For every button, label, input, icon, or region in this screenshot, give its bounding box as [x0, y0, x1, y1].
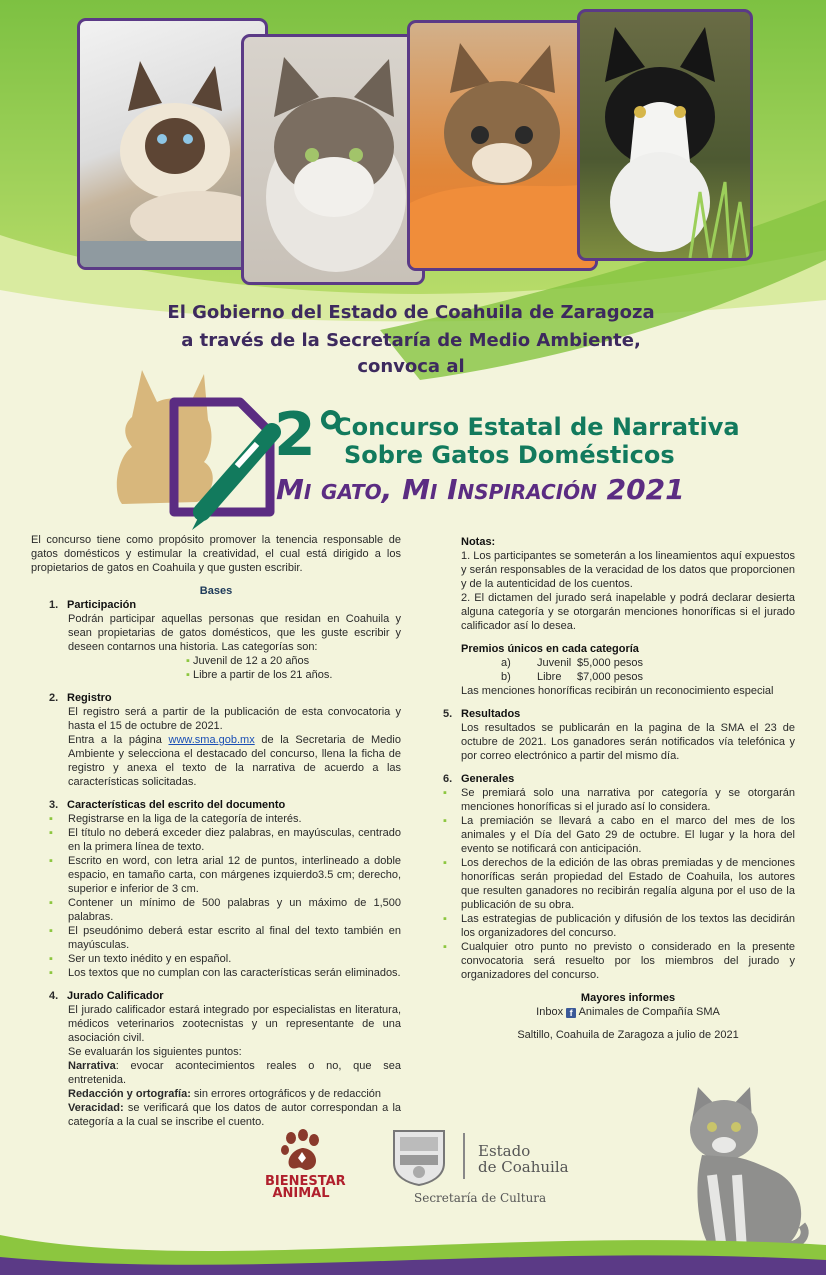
premio-row-juvenil: a) Juvenil $5,000 pesos: [501, 657, 644, 669]
bienestar-animal-logo-text: BIENESTAR ANIMAL: [265, 1174, 346, 1201]
category-libre: ▪ Libre a partir de los 21 años.: [186, 669, 333, 681]
right-column: [443, 535, 795, 1042]
jurado-eval-intro: Se evaluarán los siguientes puntos:: [68, 1046, 242, 1058]
estado-line-2: de Coahuila: [478, 1158, 569, 1176]
sma-website-link[interactable]: www.sma.gob.mx: [168, 734, 255, 746]
general-item: ▪ Las estrategias de publicación y difusión de los textos las decidirán los organizadores del concurso.: [443, 913, 795, 939]
section-resultados-heading: 5. Resultados: [443, 708, 521, 720]
section-jurado-heading: 4. Jurado Calificador: [49, 990, 164, 1002]
facebook-icon: f: [566, 1008, 576, 1018]
caracteristica-item: ▪ Los textos que no cumplan con las características serán eliminados.: [49, 967, 401, 979]
kitten-orange-blanket-photo: [407, 20, 598, 271]
title-line-2: Sobre Gatos Domésticos: [344, 441, 675, 469]
section-generales-heading: 6. Generales: [443, 773, 515, 785]
intro-line-1: El Gobierno del Estado de Coahuila de Zaragoza: [167, 302, 655, 323]
informes-title: Mayores informes: [580, 992, 676, 1004]
general-item: ▪ La premiación se llevará a cabo en el marco del mes de los animales y el Día del Gato 29 de octubre. El lugar y la hora del evento se notificará con anticipación.: [443, 815, 795, 855]
general-item: ▪ Se premiará solo una narrativa por categoría y se otorgarán menciones honoríficas si el jurado así lo considera.: [443, 787, 795, 813]
registro-text-1: El registro será a partir de la publicación de esta convocatoria y hasta el 15 de octubre de 2021.: [68, 706, 401, 732]
slogan: Mi gato, Mi Inspiración 2021: [276, 473, 685, 506]
intro-line-3: convoca al: [357, 356, 465, 377]
siamese-cat-photo: [77, 18, 268, 270]
paw-logo: [277, 1128, 327, 1178]
caracteristica-item: ▪ Ser un texto inédito y en español.: [49, 953, 232, 965]
left-column: [31, 533, 401, 1129]
criterion-veracidad: Veracidad: se verificará que los datos de autor correspondan a la categoría a la cual se inscribe el cuento.: [68, 1102, 402, 1128]
caracteristica-item: ▪ Registrarse en la liga de la categoría de interés.: [49, 813, 302, 825]
notas-title: Notas:: [461, 536, 496, 548]
nota-1: 1. Los participantes se someterán a los lineamientos aquí expuestos y serán responsables de la veracidad de los datos que proporcionen y de la autenticidad de los cuentos.: [461, 550, 795, 590]
section-registro-heading: 2. Registro: [49, 692, 112, 704]
general-item: ▪ Cualquier otro punto no previsto o considerado en la presente convocatoria será resuelto por los miembros del jurado y organizadores del concurso.: [443, 941, 795, 981]
jurado-text: El jurado calificador estará integrado por especialistas en literatura, médicos veterinarios zootecnistas y un representante de una asociación civil.: [68, 1004, 401, 1044]
logo-divider: [463, 1133, 465, 1179]
resultados-text: Los resultados se publicarán en la pagina de la SMA el 23 de octubre de 2021. Los ganadores serán notificados vía telefónica y por correo electrónico a partir del mismo día.: [461, 722, 795, 762]
informes-contact: Inbox f Animales de Compañía SMA: [536, 1006, 720, 1018]
cat-writing-illustration: [112, 362, 282, 532]
general-item: ▪ Los derechos de la edición de las obras premiadas y de menciones honoríficas serán propiedad del Estado de Coahuila, los autores que resulten ganadores no recibirán regalía alguna por el uso de la publicación de su obra.: [443, 857, 795, 911]
intro-line-2: a través de la Secretaría de Medio Ambiente,: [181, 330, 641, 351]
caracteristica-item: ▪ Escrito en word, con letra arial 12 de puntos, interlineado a doble espacio, en tamaño carta, con márgenes izquierdo3.5 cm; derecho, superior e inferior de 3 cm.: [49, 855, 401, 895]
facebook-page-name: Animales de Compañía SMA: [578, 1006, 720, 1018]
criterion-redaccion: Redacción y ortografía: sin errores ortográficos y de redacción: [68, 1088, 382, 1100]
nota-2: 2. El dictamen del jurado será inapelable y podrá declarar desierta alguna categoría y se otorgarán menciones honoríficas si el jurado calificador así lo desea.: [461, 592, 795, 632]
participacion-text: Podrán participar aquellas personas que residan en Coahuila y sean propietarias de gatos domésticos, que les guste escribir y deseen contarnos una historia. Las categorías son:: [68, 613, 401, 653]
title-line-1: Concurso Estatal de Narrativa: [334, 413, 740, 441]
place-date: Saltillo, Coahuila de Zaragoza a julio de 2021: [517, 1029, 739, 1041]
caracteristica-item: ▪ El pseudónimo deberá estar escrito al final del texto también en mayúsculas.: [49, 925, 401, 951]
secretaria-cultura: Secretaría de Cultura: [414, 1191, 547, 1205]
bases-title: Bases: [199, 585, 233, 597]
black-white-cat-photo: [577, 9, 753, 261]
category-juvenil: ▪ Juvenil de 12 a 20 años: [186, 655, 310, 667]
caracteristica-item: ▪ Contener un mínimo de 500 palabras y un máximo de 1,500 palabras.: [49, 897, 401, 923]
caracteristica-item: ▪ El título no deberá exceder diez palabras, en mayúsculas, centrado en la primera línea de texto.: [49, 827, 401, 853]
criterion-narrativa: Narrativa: evocar acontecimientos reales o no, que sea entretenida.: [68, 1060, 401, 1086]
premios-title: Premios únicos en cada categoría: [461, 643, 639, 655]
coahuila-coat-of-arms: [388, 1127, 450, 1187]
registro-text-2: Entra a la página www.sma.gob.mx de la Secretaria de Medio Ambiente y selecciona el destacado del concurso, llena la ficha de registro y anexa el texto de la narrativa de acuerdo a las características solicitadas.: [68, 734, 401, 788]
intro-paragraph: El concurso tiene como propósito promover la tenencia responsable de gatos domésticos y estimular la creatividad, el cual está dirigido a los propietarios de gatos en Coahuila y que gusten escribir.: [31, 534, 401, 574]
footer-wave: [0, 1205, 826, 1275]
tabby-white-cat-photo: [241, 34, 425, 285]
premio-row-libre: b) Libre $7,000 pesos: [501, 671, 644, 683]
section-participacion-heading: 1. Participación: [49, 599, 137, 611]
estado-line-1: Estado: [478, 1142, 531, 1160]
premios-note: Las menciones honoríficas recibirán un reconocimiento especial: [461, 685, 774, 697]
section-caracteristicas-heading: 3. Características del escrito del documento: [49, 799, 286, 811]
edition-number: 2°: [274, 400, 346, 470]
